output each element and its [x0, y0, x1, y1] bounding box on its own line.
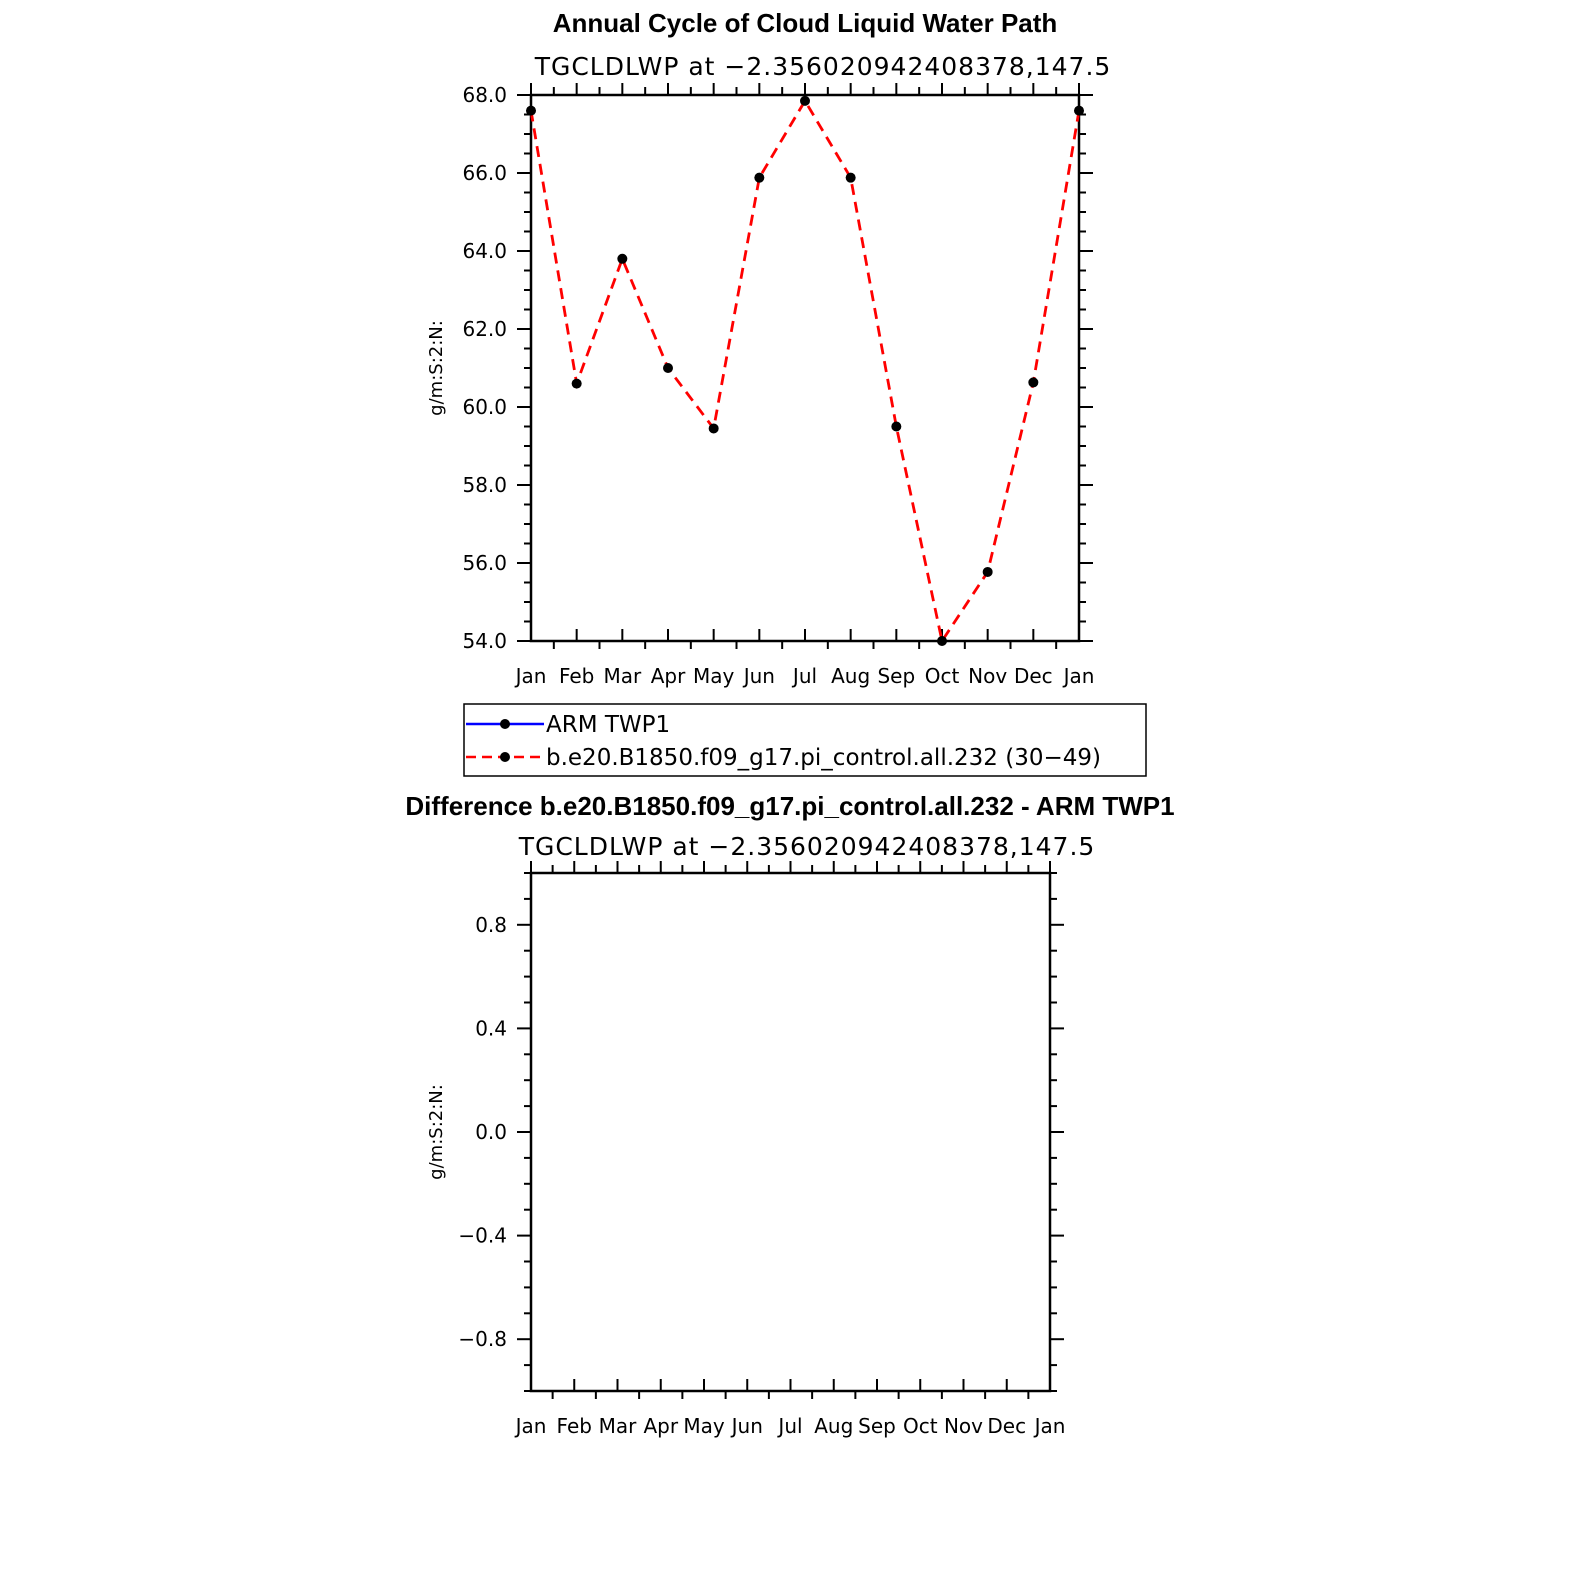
- data-point: [846, 173, 856, 183]
- legend: [464, 704, 1146, 776]
- x-tick-label: Jan: [1063, 664, 1095, 688]
- y-tick-label: 68.0: [462, 83, 507, 107]
- annual-cycle-panel: [426, 8, 1111, 688]
- x-tick-label: Jun: [731, 1414, 763, 1438]
- series-line: [531, 101, 1079, 641]
- x-tick-label: Feb: [558, 664, 595, 688]
- x-tick-label: Feb: [556, 1414, 592, 1438]
- x-tick-label: Jan: [515, 664, 547, 688]
- data-point: [1028, 377, 1038, 387]
- legend-marker-arm: [500, 719, 510, 729]
- difference-panel: [405, 791, 1174, 1438]
- difference-subtitle: TGCLDLWP at −2.356020942408378,147.5: [518, 832, 1096, 861]
- y-tick-label: 0.4: [475, 1016, 507, 1041]
- data-point: [526, 106, 536, 116]
- plot-frame: [531, 95, 1079, 641]
- x-tick-label: Jan: [515, 1414, 547, 1438]
- data-point: [891, 422, 901, 432]
- x-tick-labels: [514, 1414, 1066, 1438]
- y-axis-label: g/m:S:2:N:: [426, 320, 447, 416]
- difference-plot-frame: [531, 873, 1050, 1391]
- y-tick-labels: [462, 83, 507, 653]
- y-tick-label: 56.0: [462, 551, 507, 575]
- x-tick-label: Sep: [877, 664, 916, 688]
- difference-title: Difference b.e20.B1850.f09_g17.pi_control.all.232 - ARM TWP1: [405, 791, 1175, 821]
- x-tick-label: Aug: [831, 664, 871, 688]
- legend-marker-model: [500, 752, 510, 762]
- x-tick-label: Nov: [943, 1414, 984, 1438]
- x-tick-label: Jul: [792, 664, 818, 688]
- x-tick-label: Jul: [778, 1414, 803, 1438]
- y-tick-label: −0.4: [458, 1223, 507, 1248]
- y-tick-label: 58.0: [462, 473, 507, 497]
- x-tick-label: Mar: [598, 1414, 637, 1438]
- x-tick-label: Nov: [968, 664, 1008, 688]
- legend-label-model: b.e20.B1850.f09_g17.pi_control.all.232 (30−49): [546, 745, 1101, 771]
- data-point: [1074, 106, 1084, 116]
- x-tick-label: Mar: [603, 664, 642, 688]
- y-tick-label: 54.0: [462, 629, 507, 653]
- data-point: [983, 567, 993, 577]
- x-tick-label: May: [683, 1414, 725, 1438]
- series-lines: [526, 96, 1084, 646]
- x-tick-label: Sep: [858, 1414, 896, 1438]
- x-tick-label: Dec: [987, 1414, 1027, 1438]
- x-tick-label: Jun: [743, 664, 775, 688]
- x-tick-label: Apr: [650, 664, 686, 688]
- top-axis-ticks: [517, 861, 1064, 1399]
- y-tick-label: 0.0: [475, 1120, 507, 1144]
- data-point: [709, 423, 719, 433]
- x-tick-label: Oct: [902, 1414, 938, 1438]
- data-point: [800, 96, 810, 106]
- x-tick-label: Dec: [1013, 664, 1053, 688]
- x-tick-label: Oct: [924, 664, 960, 688]
- data-point: [663, 363, 673, 373]
- y-tick-label: 0.8: [475, 912, 507, 937]
- x-tick-label: Apr: [643, 1414, 679, 1438]
- x-tick-label: Jan: [1034, 1414, 1066, 1438]
- y-tick-label: 66.0: [462, 161, 507, 185]
- y-tick-label: 60.0: [462, 395, 507, 419]
- x-tick-label: Aug: [814, 1414, 854, 1438]
- y-tick-label: 64.0: [462, 239, 507, 263]
- y-tick-label: 62.0: [462, 317, 507, 341]
- y-tick-labels: [458, 913, 507, 1351]
- data-point: [572, 379, 582, 389]
- data-point: [617, 254, 627, 264]
- legend-label-arm: ARM TWP1: [546, 712, 671, 738]
- data-point: [937, 636, 947, 646]
- y-tick-label: −0.8: [458, 1327, 507, 1352]
- y-axis-label: g/m:S:2:N:: [426, 1084, 447, 1180]
- x-tick-label: May: [692, 664, 735, 688]
- data-point: [754, 173, 764, 183]
- chart-subtitle: TGCLDLWP at −2.356020942408378,147.5: [534, 52, 1112, 81]
- x-tick-labels: [514, 664, 1095, 688]
- top-axis-ticks: [517, 83, 1093, 649]
- chart-title: Annual Cycle of Cloud Liquid Water Path: [552, 8, 1058, 38]
